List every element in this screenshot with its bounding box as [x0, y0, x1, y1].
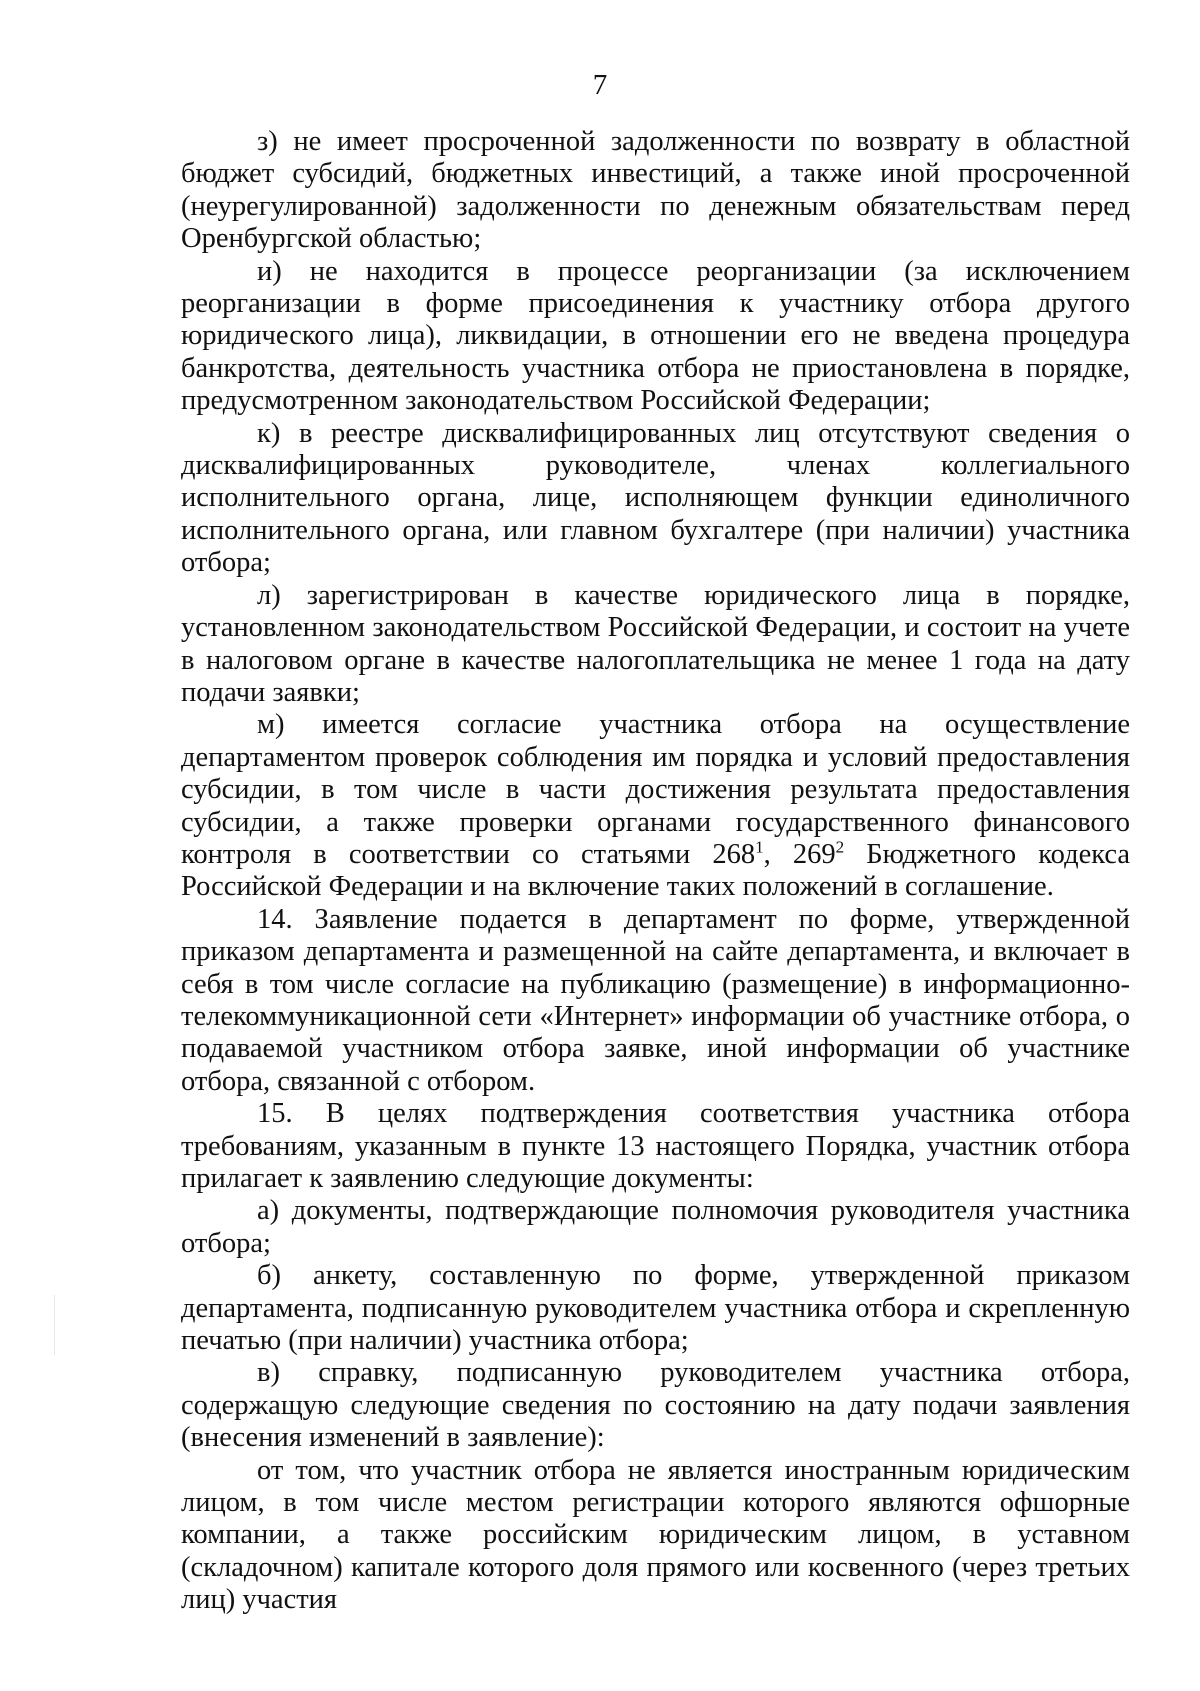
page-number: 7	[592, 69, 608, 101]
paragraph-15-a: а) документы, подтверждающие полномочия руководителя участника отбора;	[181, 1195, 1130, 1259]
paragraph-m-text-3: Бюджетного кодекса Российской Федерации и на включение таких положений в соглашение.	[181, 838, 1131, 903]
document-body	[181, 126, 1130, 1617]
paragraph-15-v: в) справку, подписанную руководителем участника отбора, содержащую следующие сведения по состоянию на дату подачи заявления (внесения изменений в заявление):	[181, 1357, 1130, 1454]
paragraph-m	[181, 709, 1130, 903]
paragraph-l: л) зарегистрирован в качестве юридического лица в порядке, установленном законодательством Российской Федерации, и состоит на учете в налоговом органе в качестве налогоплательщика не менее 1 года на дату подачи заявки;	[181, 579, 1130, 708]
paragraph-k: к) в реестре дисквалифицированных лиц отсутствуют сведения о дисквалифицированных руководителе, членах коллегиального исполнительного органа, лице, исполняющем функции единоличного исполнительного органа, или главном бухгалтере (при наличии) участника отбора;	[181, 417, 1130, 579]
scan-artifact	[54, 1295, 55, 1355]
paragraph-15-v-item: от том, что участник отбора не является иностранным юридическим лицом, в том числе местом регистрации которого являются офшорные компании, а также российским юридическим лицом, в уставном (складочном) капитале которого доля прямого или косвенного (через третьих лиц) участия	[181, 1454, 1130, 1616]
paragraph-m-text-1: м) имеется согласие участника отбора на осуществление департаментом проверок соблюдения им порядка и условий предоставления субсидии, в том числе в части достижения результата предоставления субсидии, а также проверки органами государственного финансового контроля в соответствии со статьями 268	[181, 709, 1130, 870]
paragraph-14: 14. Заявление подается в департамент по форме, утвержденной приказом департамента и размещенной на сайте департамента, и включает в себя в том числе согласие на публикацию (размещение) в информационно-телекоммуникационной сети «Интернет» информации об участнике отбора, о подаваемой участником отбора заявке, иной информации об участнике отбора, связанной с отбором.	[181, 903, 1130, 1097]
superscript-1: 1	[755, 837, 764, 857]
superscript-2: 2	[835, 837, 845, 857]
paragraph-15: 15. В целях подтверждения соответствия участника отбора требованиям, указанным в пункте 13 настоящего Порядка, участник отбора прилагает к заявлению следующие документы:	[181, 1098, 1130, 1194]
paragraph-i: и) не находится в процессе реорганизации (за исключением реорганизации в форме присоединения к участнику отбора другого юридического лица), ликвидации, в отношении его не введена процедура банкротства, деятельность участника отбора не приостановлена в порядке, предусмотренном законодательством Российской Федерации;	[181, 255, 1130, 417]
paragraph-15-b: б) анкету, составленную по форме, утвержденной приказом департамента, подписанную руководителем участника отбора и скрепленную печатью (при наличии) участника отбора;	[181, 1260, 1130, 1357]
paragraph-m-text-2: , 269	[763, 838, 836, 870]
paragraph-z: з) не имеет просроченной задолженности по возврату в областной бюджет субсидий, бюджетных инвестиций, а также иной просроченной (неурегулированной) задолженности по денежным обязательствам перед Оренбургской областью;	[181, 126, 1130, 255]
